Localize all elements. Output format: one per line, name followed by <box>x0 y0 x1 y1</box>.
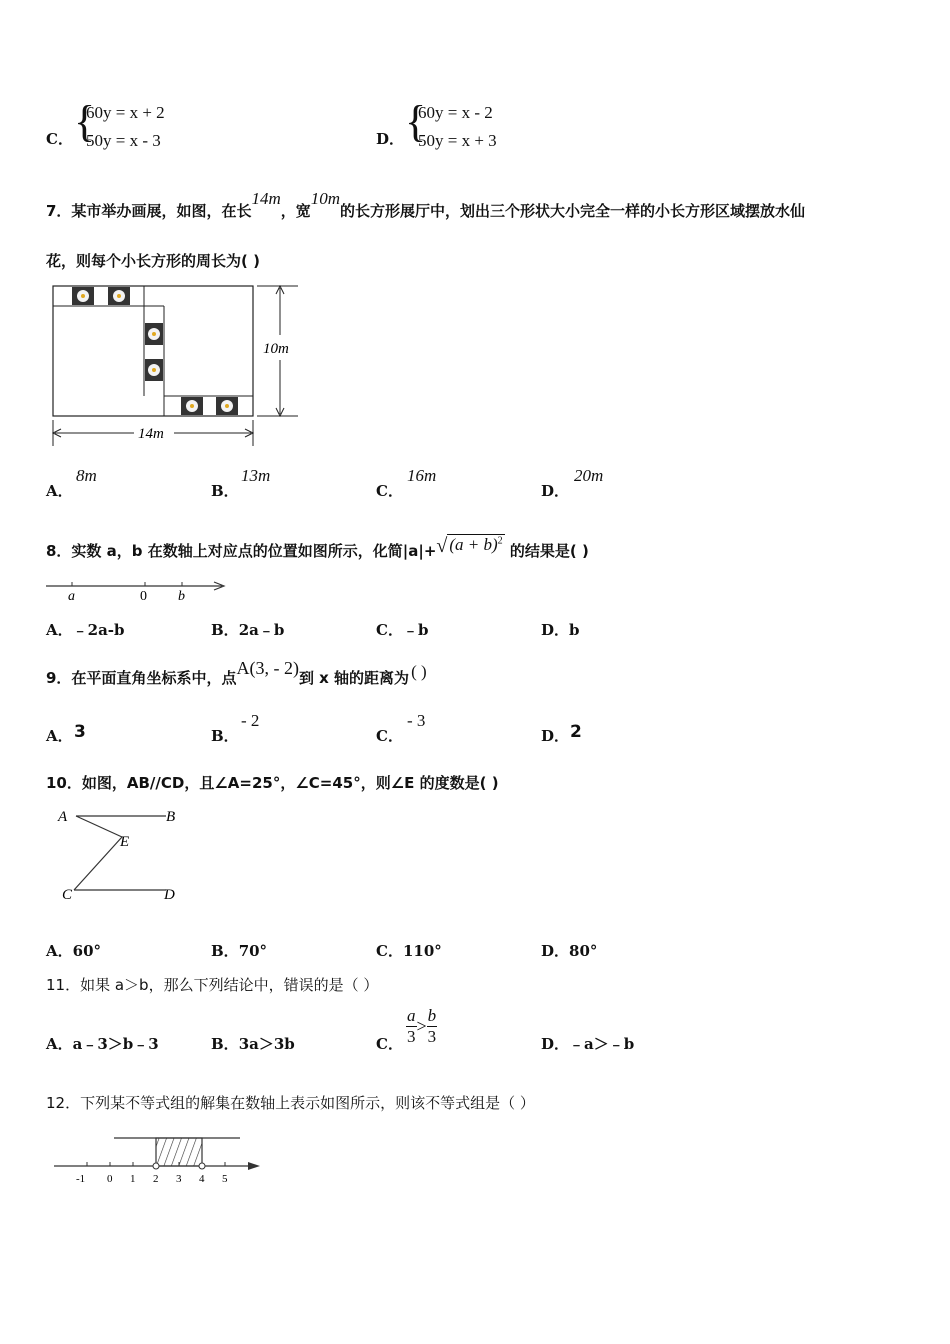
axis-label-zero: 0 <box>140 589 147 604</box>
q8-option-c-value: ﹣b <box>402 621 429 639</box>
q8-text-part2: 的结果是( ) <box>509 542 589 560</box>
q7-length: 14m <box>251 189 281 208</box>
q12-number-line <box>50 1130 270 1188</box>
q9-option-d-value: 2 <box>570 722 582 742</box>
axis-label-a: a <box>68 589 75 604</box>
q6-option-c-brace: { <box>74 97 96 146</box>
q10-option-b-value: 70° <box>238 942 268 960</box>
q10-option-c-value: 110° <box>402 942 442 960</box>
solution-region <box>156 1138 202 1166</box>
point-label-c: C <box>62 887 73 903</box>
q8-option-b-label: B． <box>211 621 239 639</box>
greater-than: > <box>416 1016 427 1036</box>
q11-option-a-value: a﹣3＞b﹣3 <box>72 1035 159 1053</box>
q8-option-c-label: C． <box>376 621 403 639</box>
open-circle-4 <box>199 1163 205 1169</box>
sqrt-icon: √ <box>436 535 448 557</box>
q9-point: A(3, - 2) <box>236 658 299 678</box>
q8-option-b-value: 2a﹣b <box>238 621 285 639</box>
fraction <box>406 1006 417 1047</box>
q10-option-d-value: 80° <box>569 942 598 960</box>
q11-option-b-label: B． <box>211 1035 239 1053</box>
q7-option-a-value: 8m <box>76 466 97 485</box>
q7-option-c-label: C． <box>376 482 403 500</box>
width-label: 10m <box>263 341 289 357</box>
line-ec <box>74 837 122 890</box>
q11-option-c-value <box>406 1006 437 1047</box>
q11-question: 11．如果 a＞b，那么下列结论中，错误的是（ ） <box>46 976 379 994</box>
flower-icon <box>72 287 94 305</box>
q7-question-line2: 花，则每个小长方形的周长为( ) <box>46 252 260 270</box>
point-label-a: A <box>58 809 68 825</box>
q10-option-b-label: B． <box>211 942 239 960</box>
arrow-right-icon <box>248 1162 260 1170</box>
q8-question <box>46 535 589 562</box>
tick-label-5: 5 <box>222 1173 228 1185</box>
tick-label-0: 0 <box>107 1173 113 1185</box>
q9-option-d-label: D． <box>541 727 570 745</box>
line-ae <box>76 816 122 837</box>
q8-option-a-label: A． <box>46 621 73 639</box>
point-label-d: D <box>164 887 175 903</box>
fraction-numerator: a <box>407 1006 416 1025</box>
q9-option-c-value: - 3 <box>407 711 426 730</box>
q7-text-part2: ，宽 <box>280 202 311 220</box>
q8-number-line <box>44 576 230 604</box>
q10-option-c <box>376 940 442 961</box>
q11-option-d-value: ﹣a＞﹣b <box>569 1035 635 1053</box>
point-label-e: E <box>120 834 130 850</box>
q6-option-d-eq2: 50y = x + 3 <box>418 131 497 150</box>
q8-option-d-value: b <box>569 621 580 639</box>
tick-label-4: 4 <box>199 1173 205 1185</box>
q8-option-a-value: ﹣2a-b <box>72 621 125 639</box>
q10-question: 10．如图，AB//CD，且∠A=25°，∠C=45°，则∠E 的度数是( ) <box>46 774 499 792</box>
q8-exponent: 2 <box>497 535 503 547</box>
open-circle-2 <box>153 1163 159 1169</box>
axis-label-b: b <box>178 589 185 604</box>
flower-icon <box>145 359 163 381</box>
q9-option-c-label: C． <box>376 727 403 745</box>
q10-option-a-value: 60° <box>72 942 102 960</box>
q6-option-c-label: C． <box>46 130 73 148</box>
q8-radicand-text: (a + b) <box>449 535 498 554</box>
q7-option-d-value: 20m <box>574 466 604 485</box>
fraction-numerator: b <box>427 1006 437 1025</box>
q9-text-part2: 到 x 轴的距离为 <box>298 669 410 687</box>
tick-label-1: 1 <box>130 1173 136 1185</box>
flower-icon <box>216 397 238 415</box>
q10-option-a <box>46 940 101 961</box>
q7-text-part1: 7．某市举办画展，如图，在长 <box>46 202 252 220</box>
flower-icon <box>181 397 203 415</box>
q10-option-b <box>211 940 267 961</box>
q10-option-c-label: C． <box>376 942 403 960</box>
flower-icon <box>145 323 163 345</box>
fraction-denominator: 3 <box>407 1027 416 1046</box>
q6-option-c-eq1: 60y = x + 2 <box>86 103 165 122</box>
q6-option-d-eq1: 60y = x - 2 <box>418 103 493 122</box>
q12-question: 12．下列某不等式组的解集在数轴上表示如图所示，则该不等式组是（ ） <box>46 1094 535 1112</box>
tick-label-m1: -1 <box>76 1173 86 1185</box>
q11-option-b <box>211 1033 295 1054</box>
q7-figure <box>46 280 306 448</box>
q7-question <box>46 189 806 221</box>
flower-icon <box>108 287 130 305</box>
q9-paren: ( ) <box>411 662 427 681</box>
q11-option-d <box>541 1033 634 1054</box>
q7-option-b-value: 13m <box>241 466 271 485</box>
q11-option-a <box>46 1033 159 1054</box>
q9-option-a-label: A． <box>46 727 73 745</box>
q8-option-d-label: D． <box>541 621 570 639</box>
tick-label-2: 2 <box>153 1173 159 1185</box>
q6-option-d-label: D． <box>376 130 405 148</box>
q9-option-b-value: - 2 <box>241 711 260 730</box>
q8-option-c <box>376 619 428 640</box>
q11-option-a-label: A． <box>46 1035 73 1053</box>
q9-question <box>46 658 427 688</box>
q6-option-d-brace: { <box>405 97 427 146</box>
fraction-denominator: 3 <box>427 1027 437 1046</box>
q10-option-d <box>541 940 597 961</box>
fraction <box>427 1006 438 1047</box>
length-label: 14m <box>138 426 164 442</box>
q9-option-a-value: 3 <box>74 722 86 742</box>
q8-option-a <box>46 619 125 640</box>
tick-label-3: 3 <box>176 1173 182 1185</box>
q8-radicand <box>447 534 504 554</box>
q11-option-d-label: D． <box>541 1035 570 1053</box>
q10-figure <box>54 802 194 906</box>
q11-option-c-label: C． <box>376 1035 403 1053</box>
q7-text-part3: 的长方形展厅中，划出三个形状大小完全一样的小长方形区域摆放水仙 <box>340 202 806 220</box>
q7-option-c-value: 16m <box>407 466 437 485</box>
q8-option-b <box>211 619 284 640</box>
q9-text-part1: 9．在平面直角坐标系中，点 <box>46 669 237 687</box>
q8-text-part1: 8．实数 a，b 在数轴上对应点的位置如图所示，化简|a|+ <box>46 542 437 560</box>
q7-option-d-label: D． <box>541 482 570 500</box>
point-label-b: B <box>166 809 176 825</box>
q7-width: 10m <box>310 189 341 208</box>
q7-option-b-label: B． <box>211 482 239 500</box>
q6-option-c-eq2: 50y = x - 3 <box>86 131 161 150</box>
q11-option-b-value: 3a＞3b <box>238 1035 295 1053</box>
q8-option-d <box>541 619 580 640</box>
q7-option-a-label: A． <box>46 482 73 500</box>
q9-option-b-label: B． <box>211 727 239 745</box>
q10-option-d-label: D． <box>541 942 570 960</box>
q10-option-a-label: A． <box>46 942 73 960</box>
